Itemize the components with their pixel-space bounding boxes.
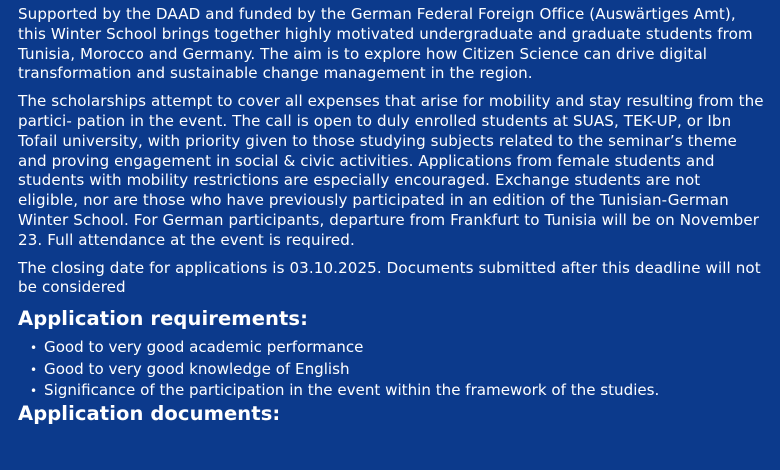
scholarship-paragraph: The scholarships attempt to cover all expenses that arise for mobility and stay resulting from the partici- pation in the event. The call is open to duly enrolled students at SUAS, TEK-UP, or Ibn Tofail university, with priority given to those studying subjects related to the seminar’s theme and proving engagement in social & civic activities. Applications from female students and students with mobility restrictions are especially encouraged. Exchange students are not eligible, nor are those who have previously participated in an edition of the Tunisian-German Winter School. For German participants, departure from Frankfurt to Tunisia will be on November 23. Full attendance at the event is required. <box>18 92 764 249</box>
documents-heading: Application documents: <box>18 401 281 425</box>
list-item <box>30 359 764 381</box>
requirements-list <box>30 337 764 402</box>
bullet-icon: • <box>30 384 38 399</box>
bullet-icon: • <box>30 362 38 377</box>
list-item <box>30 337 764 359</box>
list-item-text: Significance of the participation in the event within the framework of the studies. <box>44 381 660 400</box>
intro-paragraph: Supported by the DAAD and funded by the German Federal Foreign Office (Auswärtiges Amt), this Winter School brings together highly motivated undergraduate and graduate students from Tunisia, Morocco and Germany. The aim is to explore how Citizen Science can drive digital transformation and sustainable change management in the region. <box>18 5 753 83</box>
requirements-heading: Application requirements: <box>18 307 309 331</box>
list-item <box>30 380 764 402</box>
deadline-paragraph: The closing date for applications is 03.10.2025. Documents submitted after this deadline will not be considered <box>18 258 761 297</box>
list-item-text: Good to very good knowledge of English <box>44 359 350 378</box>
list-item-text: Good to very good academic performance <box>44 338 364 357</box>
bullet-icon: • <box>30 341 38 356</box>
